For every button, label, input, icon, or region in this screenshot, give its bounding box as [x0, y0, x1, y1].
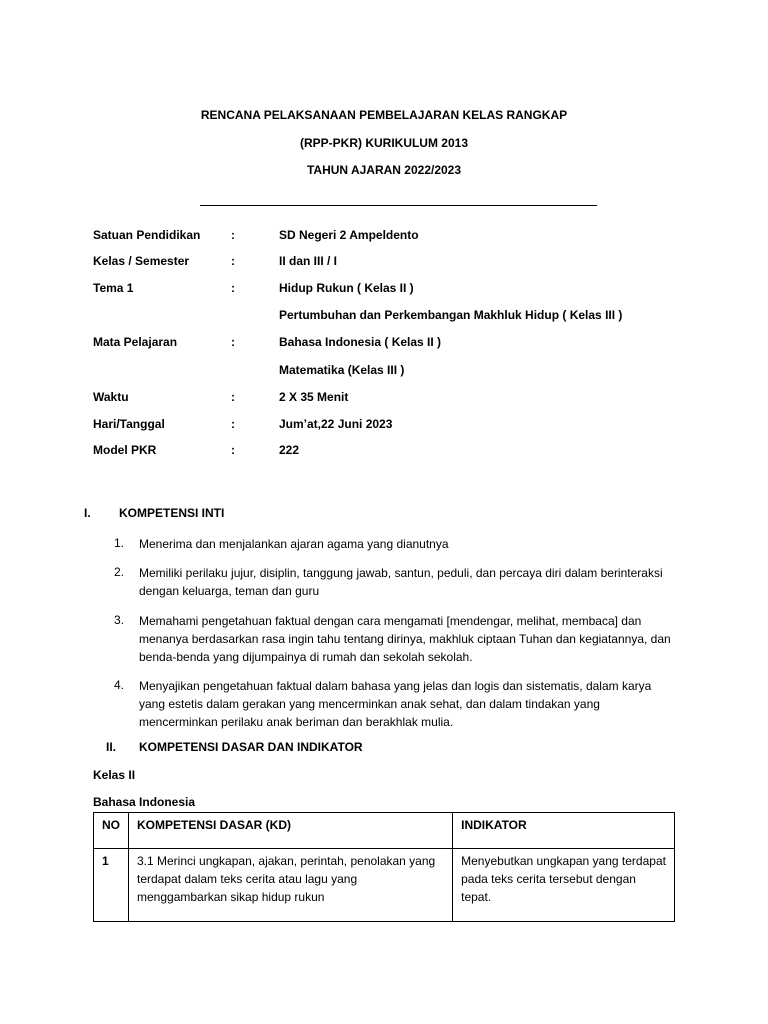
column-header-no: NO [94, 813, 129, 849]
doc-title-line2: (RPP-PKR) KURIKULUM 2013 [299, 136, 469, 150]
info-label-model: Model PKR [93, 443, 157, 457]
info-colon: : [231, 417, 235, 431]
section1-title: KOMPETENSI INTI [119, 506, 225, 520]
info-value-kelas: II dan III / I [279, 254, 338, 268]
info-value-hari: Jum’at,22 Juni 2023 [279, 417, 393, 431]
column-header-kd: KOMPETENSI DASAR (KD) [129, 813, 453, 849]
info-label-kelas: Kelas / Semester [93, 254, 190, 268]
info-value-mapel-2: Matematika (Kelas III ) [279, 363, 405, 377]
ki-item-number: 4. [114, 678, 125, 692]
cell-kd: 3.1 Merinci ungkapan, ajakan, perintah, penolakan yang terdapat dalam teks cerita atau lagu yang menggambarkan sikap hidup rukun [129, 849, 453, 922]
section1-numeral: I. [84, 506, 91, 520]
info-value-satuan: SD Negeri 2 Ampeldento [279, 228, 419, 242]
ki-item-text: Menyajikan pengetahuan faktual dalam bahasa yang jelas dan logis dan sistematis, dalam karya yang estetis dalam gerakan yang mencerminkan anak sehat, dan dalam tindakan yang mencerminkan perilaku anak beriman dan berakhlak mulia. [139, 679, 652, 729]
ki-item-text: Memahami pengetahuan faktual dengan cara mengamati [mendengar, melihat, membaca] dan menanya berdasarkan rasa ingin tahu tentang dirinya, makhluk ciptaan Tuhan dan kegiatannya, dan benda-benda yang dijumpainya di rumah dan sekolah sekolah. [139, 614, 671, 664]
subject-heading: Bahasa Indonesia [93, 795, 196, 809]
doc-title-line1: RENCANA PELAKSANAAN PEMBELAJARAN KELAS RANGKAP [200, 108, 568, 122]
info-value-waktu: 2 X 35 Menit [279, 390, 349, 404]
ki-item-text: Menerima dan menjalankan ajaran agama yang dianutnya [139, 537, 449, 551]
cell-indikator: Menyebutkan ungkapan yang terdapat pada teks cerita tersebut dengan tepat. [453, 849, 675, 922]
info-label-hari: Hari/Tanggal [93, 417, 165, 431]
info-colon: : [231, 254, 235, 268]
info-label-satuan: Satuan Pendidikan [93, 228, 201, 242]
info-colon: : [231, 443, 235, 457]
info-value-model: 222 [279, 443, 300, 457]
info-label-waktu: Waktu [93, 390, 129, 404]
ki-item-number: 1. [114, 536, 125, 550]
title-divider [200, 205, 597, 206]
info-colon: : [231, 228, 235, 242]
info-colon: : [231, 390, 235, 404]
ki-item-number: 3. [114, 613, 125, 627]
cell-no: 1 [94, 849, 129, 922]
info-value-mapel: Bahasa Indonesia ( Kelas II ) [279, 335, 442, 349]
info-value-tema-2: Pertumbuhan dan Perkembangan Makhluk Hidup ( Kelas III ) [279, 308, 623, 322]
kelas-heading: Kelas II [93, 768, 136, 782]
doc-title-line3: TAHUN AJARAN 2022/2023 [306, 163, 462, 177]
table-row [94, 849, 675, 922]
info-value-tema: Hidup Rukun ( Kelas II ) [279, 281, 414, 295]
info-colon: : [231, 281, 235, 295]
info-label-tema: Tema 1 [93, 281, 134, 295]
section2-title: KOMPETENSI DASAR DAN INDIKATOR [139, 740, 363, 754]
info-colon: : [231, 335, 235, 349]
ki-item-text: Memiliki perilaku jujur, disiplin, tanggung jawab, santun, peduli, dan percaya diri dalam berinteraksi dengan keluarga, teman dan guru [139, 566, 663, 598]
section2-numeral: II. [106, 740, 117, 754]
column-header-indikator: INDIKATOR [453, 813, 675, 849]
info-label-mapel: Mata Pelajaran [93, 335, 178, 349]
ki-item-number: 2. [114, 565, 125, 579]
table-header-row [94, 813, 675, 849]
kd-table [93, 812, 675, 922]
